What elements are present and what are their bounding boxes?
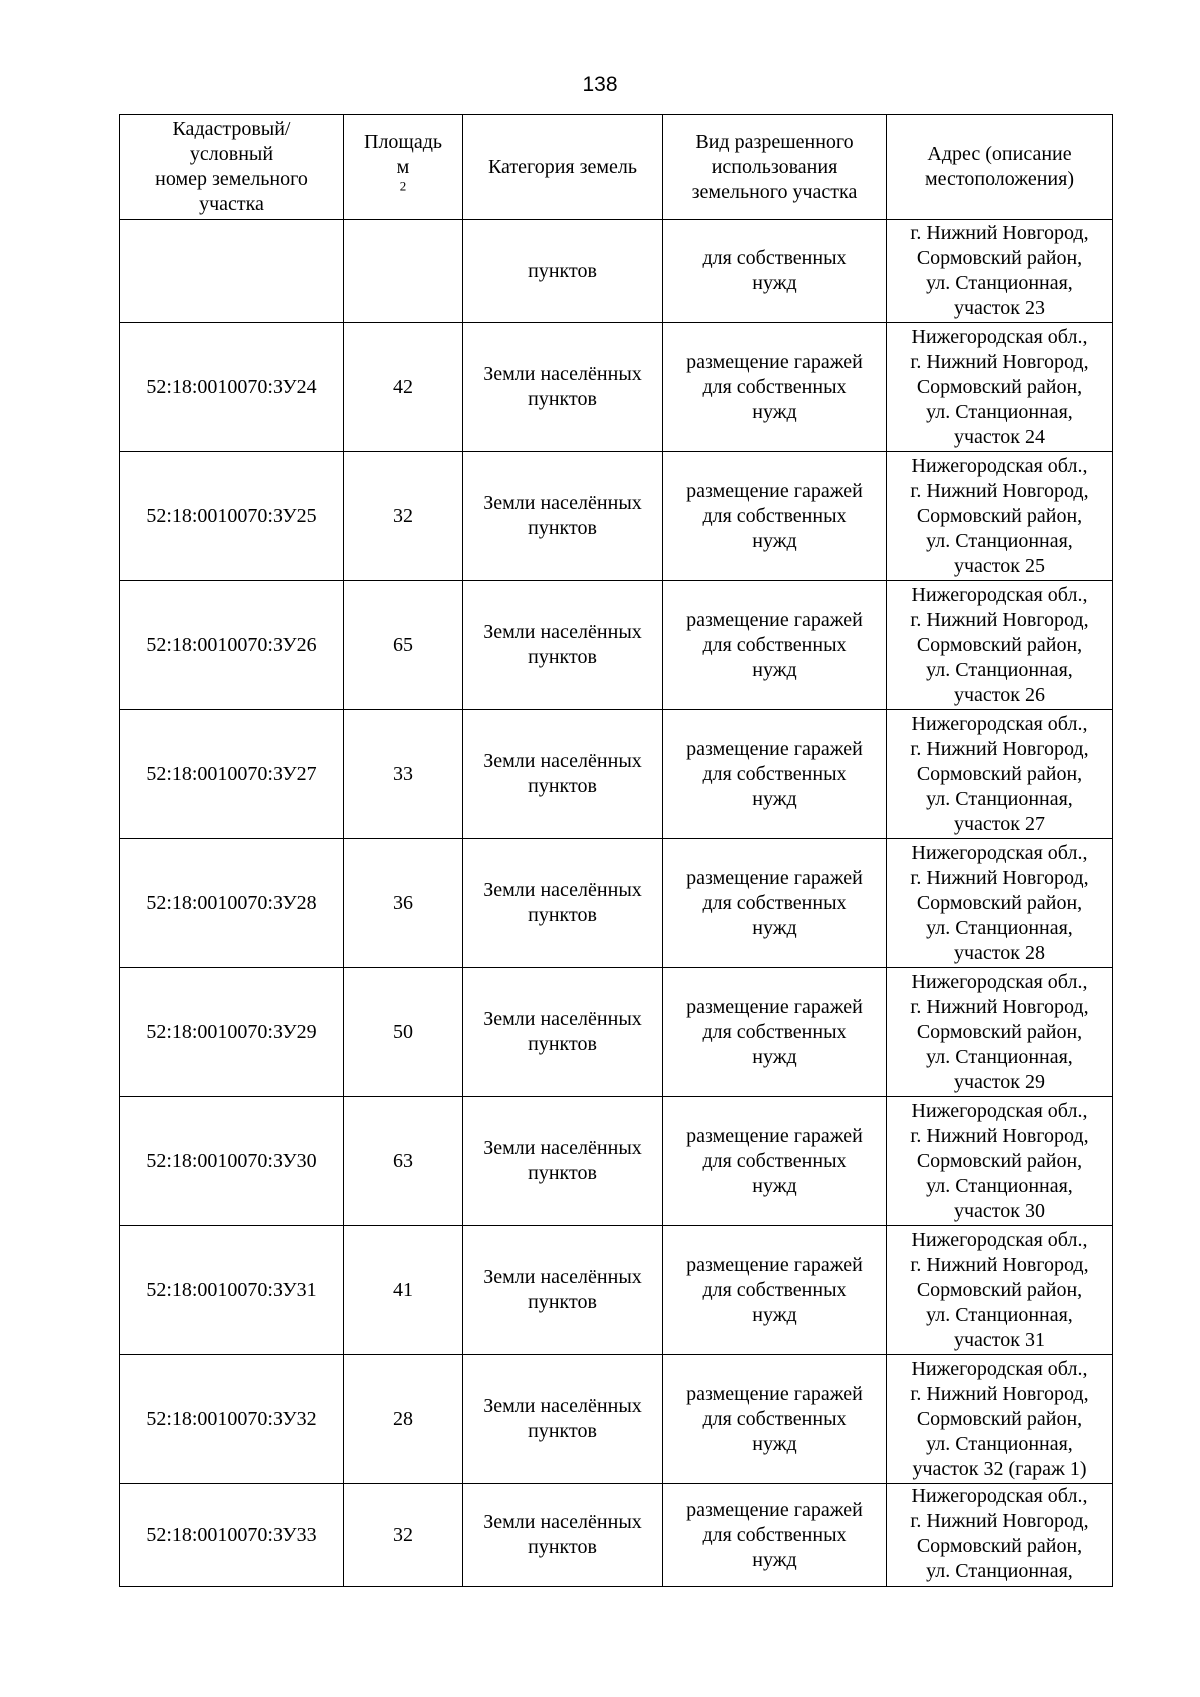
cell-area: 41 <box>344 1226 463 1355</box>
cell-area: 65 <box>344 581 463 710</box>
cell-cadastral: 52:18:0010070:ЗУ24 <box>120 323 344 452</box>
header-category: Категория земель <box>463 115 663 220</box>
cell-usage: размещение гаражей для собственных нужд <box>663 839 887 968</box>
cell-cadastral: 52:18:0010070:ЗУ28 <box>120 839 344 968</box>
cell-category: Земли населённых пунктов <box>463 839 663 968</box>
cell-category: Земли населённых пунктов <box>463 581 663 710</box>
cell-cadastral: 52:18:0010070:ЗУ31 <box>120 1226 344 1355</box>
cell-address: Нижегородская обл., г. Нижний Новгород, Сормовский район, ул. Станционная, участок 27 <box>887 710 1113 839</box>
cell-category: Земли населённых пунктов <box>463 710 663 839</box>
cell-cadastral: 52:18:0010070:ЗУ30 <box>120 1097 344 1226</box>
cell-address: Нижегородская обл., г. Нижний Новгород, Сормовский район, ул. Станционная, <box>887 1484 1113 1587</box>
cell-usage: размещение гаражей для собственных нужд <box>663 323 887 452</box>
table-row-continuation <box>120 220 1113 323</box>
cell-area: 28 <box>344 1355 463 1484</box>
cell-cadastral: 52:18:0010070:ЗУ25 <box>120 452 344 581</box>
cell-address: г. Нижний Новгород, Сормовский район, ул. Станционная, участок 23 <box>887 220 1113 323</box>
cell-usage: размещение гаражей для собственных нужд <box>663 1484 887 1587</box>
cell-usage: размещение гаражей для собственных нужд <box>663 1226 887 1355</box>
cell-address: Нижегородская обл., г. Нижний Новгород, Сормовский район, ул. Станционная, участок 32 (гараж 1) <box>887 1355 1113 1484</box>
cell-area: 63 <box>344 1097 463 1226</box>
cell-address: Нижегородская обл., г. Нижний Новгород, Сормовский район, ул. Станционная, участок 28 <box>887 839 1113 968</box>
cell-area: 50 <box>344 968 463 1097</box>
table-header-row <box>120 115 1113 220</box>
table-row <box>120 581 1113 710</box>
cell-category: Земли населённых пунктов <box>463 1226 663 1355</box>
cell-address: Нижегородская обл., г. Нижний Новгород, Сормовский район, ул. Станционная, участок 29 <box>887 968 1113 1097</box>
cell-usage: размещение гаражей для собственных нужд <box>663 452 887 581</box>
cell-area: 33 <box>344 710 463 839</box>
cell-category: Земли населённых пунктов <box>463 1484 663 1587</box>
cell-usage: размещение гаражей для собственных нужд <box>663 968 887 1097</box>
cell-area <box>344 220 463 323</box>
table-row <box>120 1097 1113 1226</box>
header-usage: Вид разрешенного использования земельного участка <box>663 115 887 220</box>
table-row <box>120 968 1113 1097</box>
cell-area: 42 <box>344 323 463 452</box>
cell-address: Нижегородская обл., г. Нижний Новгород, Сормовский район, ул. Станционная, участок 25 <box>887 452 1113 581</box>
table-row <box>120 323 1113 452</box>
header-address: Адрес (описание местоположения) <box>887 115 1113 220</box>
cell-address: Нижегородская обл., г. Нижний Новгород, Сормовский район, ул. Станционная, участок 30 <box>887 1097 1113 1226</box>
table-row <box>120 452 1113 581</box>
header-cadastral: Кадастровый/ условный номер земельного участка <box>120 115 344 220</box>
cell-area: 32 <box>344 1484 463 1587</box>
table-row <box>120 1355 1113 1484</box>
cell-cadastral <box>120 220 344 323</box>
table-row <box>120 1226 1113 1355</box>
cell-cadastral: 52:18:0010070:ЗУ27 <box>120 710 344 839</box>
cell-usage: размещение гаражей для собственных нужд <box>663 1097 887 1226</box>
cell-cadastral: 52:18:0010070:ЗУ26 <box>120 581 344 710</box>
cell-usage: размещение гаражей для собственных нужд <box>663 1355 887 1484</box>
cell-area: 32 <box>344 452 463 581</box>
cell-usage: для собственных нужд <box>663 220 887 323</box>
cell-usage: размещение гаражей для собственных нужд <box>663 581 887 710</box>
table-row <box>120 1484 1113 1587</box>
header-area: Площадь м $^2$ <box>344 115 463 220</box>
cell-address: Нижегородская обл., г. Нижний Новгород, Сормовский район, ул. Станционная, участок 31 <box>887 1226 1113 1355</box>
cell-address: Нижегородская обл., г. Нижний Новгород, Сормовский район, ул. Станционная, участок 26 <box>887 581 1113 710</box>
cell-category: Земли населённых пунктов <box>463 968 663 1097</box>
table-row <box>120 710 1113 839</box>
land-plots-table <box>119 114 1113 1587</box>
cell-cadastral: 52:18:0010070:ЗУ33 <box>120 1484 344 1587</box>
cell-category: Земли населённых пунктов <box>463 452 663 581</box>
cell-category: пунктов <box>463 220 663 323</box>
cell-category: Земли населённых пунктов <box>463 323 663 452</box>
page-number: 138 <box>582 73 618 96</box>
cell-area: 36 <box>344 839 463 968</box>
cell-category: Земли населённых пунктов <box>463 1097 663 1226</box>
cell-cadastral: 52:18:0010070:ЗУ32 <box>120 1355 344 1484</box>
cell-cadastral: 52:18:0010070:ЗУ29 <box>120 968 344 1097</box>
cell-usage: размещение гаражей для собственных нужд <box>663 710 887 839</box>
cell-address: Нижегородская обл., г. Нижний Новгород, Сормовский район, ул. Станционная, участок 24 <box>887 323 1113 452</box>
cell-category: Земли населённых пунктов <box>463 1355 663 1484</box>
table-row <box>120 839 1113 968</box>
